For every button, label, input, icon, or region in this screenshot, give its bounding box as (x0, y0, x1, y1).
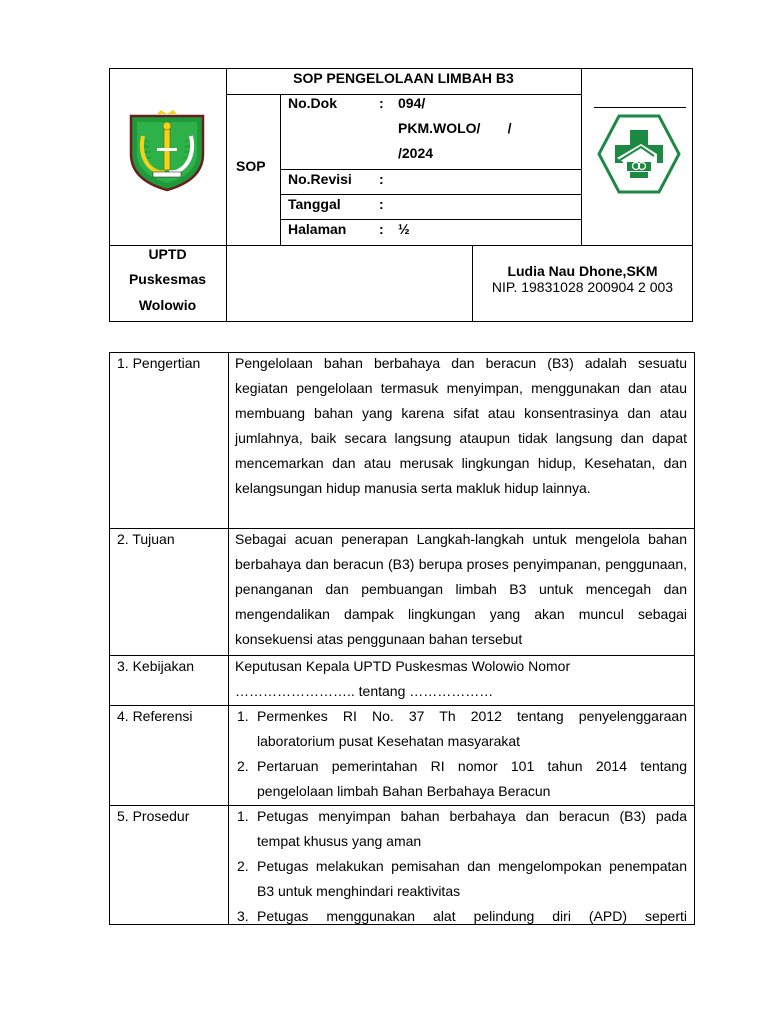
section-row (109, 352, 695, 529)
divider (226, 68, 227, 322)
list-number: 1. (237, 708, 249, 724)
procedure-list (237, 804, 687, 929)
field-label: Tanggal (288, 196, 341, 212)
section-row (109, 805, 695, 926)
list-text: Pertaruan pemerintahan RI nomor 101 tahun 2014 tentang pengelolaan limbah Bahan Berbahaya Beracun (257, 758, 687, 799)
section-line: Keputusan Kepala UPTD Puskesmas Wolowio Nomor (235, 658, 571, 674)
field-label: Halaman (288, 221, 347, 237)
document-title: SOP PENGELOLAAN LIMBAH B3 (293, 70, 514, 86)
institution-line: Wolowio (138, 297, 197, 313)
section-content (237, 804, 687, 929)
sop-label: SOP (236, 158, 266, 174)
list-text: Petugas menggunakan alat pelindung diri (APD) seperti (257, 908, 687, 924)
section-label: 1. Pengertian (117, 355, 201, 371)
list-item (237, 904, 687, 929)
signature-line (594, 107, 686, 108)
puskesmas-logo-icon (597, 114, 681, 194)
sop-header-table (109, 68, 693, 322)
field-separator: : (379, 196, 384, 212)
divider (581, 68, 582, 245)
section-label: 2. Tujuan (117, 531, 175, 547)
list-text: Permenkes RI No. 37 Th 2012 tentang penyelenggaraan laboratorium pusat Kesehatan masyarakat (257, 708, 687, 749)
list-number: 3. (237, 908, 249, 924)
section-row (109, 528, 695, 656)
signatory-nip: NIP. 19831028 200904 2 003 (491, 279, 674, 295)
field-label: No.Dok (288, 95, 337, 111)
section-paragraph: Pengelolaan bahan berbahaya dan beracun (B3) adalah sesuatu kegiatan pengelolaan termasuk menyimpan, menggunakan dan atau membuang bahan yang karena sifat atau konsentrasinya dan atau jumlahnya, baik secara langsung ataupun tidak langsung dan dapat mencemarkan dan atau merusak lingkungan hidup, Kesehatan, dan kelangsungan hidup manusia serta makluk hidup lainnya. (235, 355, 687, 496)
field-separator: : (379, 171, 384, 187)
divider (280, 219, 581, 220)
list-item (237, 854, 687, 904)
field-label: No.Revisi (288, 171, 352, 187)
list-number: 2. (237, 758, 249, 774)
section-line: …………………….. tentang ……………… (235, 683, 494, 699)
reference-list (237, 704, 687, 804)
institution-line: Puskesmas (128, 271, 207, 287)
list-item (237, 704, 687, 754)
page-count: ½ (398, 221, 410, 237)
document-number: /2024 (398, 145, 434, 161)
divider (280, 169, 581, 170)
field-separator: : (379, 221, 384, 237)
document-number: 094/ (398, 95, 426, 111)
document-number: PKM.WOLO/ / (398, 120, 512, 136)
list-text: Petugas menyimpan bahan berbahaya dan beracun (B3) pada tempat khusus yang aman (257, 808, 687, 849)
divider (280, 194, 581, 195)
list-item (237, 804, 687, 854)
sop-content-table (109, 352, 695, 925)
list-number: 2. (237, 858, 249, 874)
field-separator: : (379, 95, 384, 111)
institution-line: UPTD (148, 246, 187, 262)
list-item (237, 754, 687, 804)
section-content (235, 527, 687, 652)
section-row (109, 705, 695, 806)
section-content (237, 704, 687, 804)
section-label: 4. Referensi (117, 708, 193, 724)
regional-emblem-icon (127, 110, 207, 192)
section-label: 3. Kebijakan (117, 658, 195, 674)
section-content (235, 654, 687, 704)
signatory-name: Ludia Nau Dhone,SKM (507, 263, 658, 279)
section-paragraph: Sebagai acuan penerapan Langkah-langkah untuk mengelola bahan berbahaya dan beracun (B3) berupa proses penyimpanan, penggunaan, penanganan dan pembuangan limbah B3 untuk mencegah dan mengendalikan dampak lingkungan yang akan muncul sebagai konsekuensi atas penggunaan bahan tersebut (235, 531, 687, 647)
section-label: 5. Prosedur (117, 808, 190, 824)
list-text: Petugas melakukan pemisahan dan mengelompokan penempatan B3 untuk menghindari reaktivitas (257, 858, 687, 899)
section-row (109, 655, 695, 706)
section-content (235, 351, 687, 501)
list-number: 1. (237, 808, 249, 824)
